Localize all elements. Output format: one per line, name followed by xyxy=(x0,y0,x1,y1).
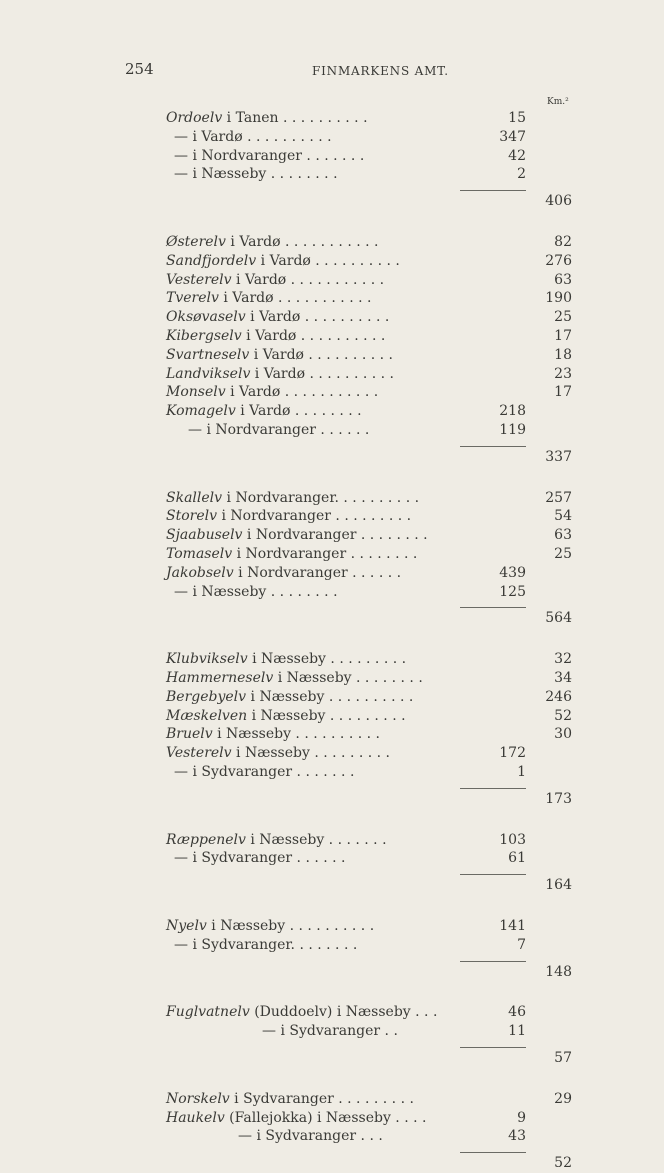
municipality-text: (Fallejokka) i Næsseby . . . . xyxy=(224,1109,427,1126)
table-row xyxy=(0,1126,664,1146)
river-name: Ordoelv xyxy=(166,110,223,126)
page-number: 254 xyxy=(125,60,154,78)
total-row xyxy=(0,962,664,982)
river-name: Østerelv xyxy=(166,234,226,250)
municipality-text: i Vardø . . . . . . . . . . xyxy=(188,128,332,145)
entry-label xyxy=(166,649,406,669)
municipality-text: i Nordvaranger . . . . . . . . . xyxy=(217,508,412,525)
area-value: 82 xyxy=(554,234,572,250)
river-name: Ræppenelv xyxy=(166,831,246,848)
continuation-dash: — xyxy=(238,1128,252,1145)
continuation-dash: — xyxy=(174,128,188,145)
municipality-text: i Vardø . . . . . . . . . . . xyxy=(225,384,379,401)
subtotal-value: 9 xyxy=(517,1109,526,1126)
entry-label xyxy=(166,544,417,564)
entry-label xyxy=(174,848,346,868)
area-value: 54 xyxy=(554,508,572,525)
river-name: Klubvikselv xyxy=(166,651,248,668)
total-row xyxy=(0,789,664,809)
river-name: Mæskelven xyxy=(166,707,248,724)
area-value: 63 xyxy=(554,271,572,288)
area-value: 30 xyxy=(554,726,572,743)
area-value: 17 xyxy=(554,328,572,344)
river-name: Fuglvatnelv xyxy=(166,1004,250,1021)
municipality-text: i Vardø . . . . . . . . . . . xyxy=(218,290,372,307)
table-row xyxy=(0,544,664,564)
table-row xyxy=(0,164,664,184)
group-total: 148 xyxy=(545,963,572,980)
municipality-text: i Næsseby . . . . . . . . . xyxy=(247,651,407,668)
municipality-text: i Vardø . . . . . . . . . . xyxy=(256,252,400,269)
municipality-text: i Vardø . . . . . . . . . . . xyxy=(225,234,379,250)
entry-label xyxy=(166,916,374,936)
entry-label xyxy=(174,127,332,147)
municipality-text: i Nordvaranger . . . . . . xyxy=(233,564,402,581)
river-name: Svartneselv xyxy=(166,346,250,363)
subtotal-value: 2 xyxy=(517,166,526,183)
municipality-text: i Vardø . . . . . . . . . . xyxy=(241,328,386,344)
subtotal-value: 103 xyxy=(499,831,526,848)
group-total: 52 xyxy=(554,1155,572,1172)
entry-label xyxy=(166,288,371,308)
entry-label xyxy=(174,582,338,602)
municipality-text: (Duddoelv) i Næsseby . . . xyxy=(249,1004,438,1021)
group-total: 564 xyxy=(545,610,572,627)
entry-label xyxy=(166,270,384,290)
area-value: 34 xyxy=(554,670,572,686)
entry-label xyxy=(166,743,390,763)
subtotal-value: 439 xyxy=(499,564,526,581)
table-row xyxy=(0,364,664,384)
river-name: Monselv xyxy=(166,384,226,401)
continuation-dash: — xyxy=(174,166,188,183)
subtotal-value: 15 xyxy=(508,110,526,126)
municipality-text: i Næsseby . . . . . . . xyxy=(245,831,387,848)
municipality-text: i Næsseby . . . . . . . . . . xyxy=(246,688,414,705)
river-name: Komagelv xyxy=(166,403,236,420)
area-value: 276 xyxy=(545,252,572,269)
subtotal-value: 11 xyxy=(508,1023,526,1040)
entry-label xyxy=(166,1002,437,1022)
table-row xyxy=(0,251,664,271)
table-row xyxy=(0,935,664,955)
group-total: 173 xyxy=(545,790,572,807)
table-row xyxy=(0,563,664,583)
river-name: Skallelv xyxy=(166,489,223,506)
continuation-dash: — xyxy=(174,850,188,867)
continuation-dash: — xyxy=(174,147,188,164)
continuation-dash: — xyxy=(188,422,202,438)
table-row xyxy=(0,916,664,936)
entry-label xyxy=(166,506,411,526)
table-row xyxy=(0,848,664,868)
municipality-text: i Vardø . . . . . . . . . . . xyxy=(231,271,385,288)
table-row xyxy=(0,743,664,763)
subtotal-value: 119 xyxy=(499,422,526,438)
municipality-text: i Sydvaranger . . . . . . . . . xyxy=(229,1090,414,1107)
table-row xyxy=(0,1108,664,1128)
table-row xyxy=(0,146,664,166)
area-value: 18 xyxy=(554,346,572,363)
municipality-text: i Næsseby . . . . . . . . xyxy=(188,166,338,183)
table-row xyxy=(0,706,664,726)
total-row xyxy=(0,191,664,211)
municipality-text: i Nordvaranger . . . . . . xyxy=(202,422,370,438)
table-row xyxy=(0,506,664,526)
subtotal-value: 43 xyxy=(508,1128,526,1145)
continuation-dash: — xyxy=(174,583,188,600)
river-name: Kibergselv xyxy=(166,328,242,344)
area-value: 23 xyxy=(554,365,572,382)
entry-label xyxy=(166,563,401,583)
municipality-text: i Sydvaranger . . xyxy=(276,1023,398,1040)
entry-label xyxy=(166,687,413,707)
continuation-dash: — xyxy=(174,936,188,953)
total-row xyxy=(0,875,664,895)
subtotal-value: 218 xyxy=(499,403,526,420)
municipality-text: i Vardø . . . . . . . . xyxy=(235,403,362,420)
entry-label xyxy=(262,1021,398,1041)
table-row xyxy=(0,108,664,128)
table-row xyxy=(0,232,664,252)
municipality-text: i Vardø . . . . . . . . . . xyxy=(245,309,390,326)
continuation-dash: — xyxy=(262,1023,276,1040)
river-name: Jakobselv xyxy=(166,564,234,581)
municipality-text: i Nordvaranger . . . . . . . . xyxy=(242,527,428,544)
municipality-text: i Næsseby . . . . . . . . . . xyxy=(212,726,380,743)
entry-label xyxy=(188,420,369,440)
table-row xyxy=(0,762,664,782)
table-row xyxy=(0,420,664,440)
river-name: Landvikselv xyxy=(166,365,251,382)
entry-label xyxy=(166,345,393,365)
area-value: 25 xyxy=(554,309,572,326)
area-value: 29 xyxy=(554,1090,572,1107)
table-row xyxy=(0,649,664,669)
river-name: Vesterelv xyxy=(166,271,232,288)
river-name: Sjaabuselv xyxy=(166,527,243,544)
table-row xyxy=(0,1002,664,1022)
entry-label xyxy=(166,1089,414,1109)
table-row xyxy=(0,488,664,508)
municipality-text: i Sydvaranger . . . . . . xyxy=(188,850,346,867)
subtotal-value: 1 xyxy=(517,764,526,780)
municipality-text: i Næsseby . . . . . . . . xyxy=(188,583,338,600)
municipality-text: i Næsseby . . . . . . . . . . xyxy=(206,918,375,934)
table-row xyxy=(0,668,664,688)
table-row xyxy=(0,401,664,421)
group-total: 337 xyxy=(545,448,572,465)
area-value: 32 xyxy=(554,651,572,668)
river-name: Vesterelv xyxy=(166,745,232,762)
table-row xyxy=(0,326,664,346)
total-row xyxy=(0,1153,664,1173)
entry-label xyxy=(166,307,389,327)
subtotal-value: 141 xyxy=(499,918,526,934)
group-total: 164 xyxy=(545,877,572,894)
river-name: Bruelv xyxy=(166,726,213,743)
entry-label xyxy=(238,1126,383,1146)
river-name: Sandfjordelv xyxy=(166,252,257,269)
group-total: 406 xyxy=(545,193,572,210)
table-row xyxy=(0,127,664,147)
table-row xyxy=(0,307,664,327)
area-value: 17 xyxy=(554,384,572,401)
river-name: Tverelv xyxy=(166,290,219,307)
area-value: 257 xyxy=(545,489,572,506)
river-name: Bergebyelv xyxy=(166,688,247,705)
entry-label xyxy=(166,108,368,128)
table-row xyxy=(0,345,664,365)
entry-label xyxy=(166,251,400,271)
table-row xyxy=(0,1021,664,1041)
entry-label xyxy=(166,326,385,346)
river-name: Tomaselv xyxy=(166,546,233,562)
entry-label xyxy=(174,935,357,955)
municipality-text: i Sydvaranger . . . xyxy=(252,1128,383,1145)
total-row xyxy=(0,447,664,467)
running-title: FINMARKENS AMT. xyxy=(312,64,449,78)
area-value: 63 xyxy=(554,527,572,544)
river-name: Hammerneselv xyxy=(166,670,274,686)
group-total: 57 xyxy=(554,1050,572,1066)
area-value: 246 xyxy=(545,688,572,705)
subtotal-value: 172 xyxy=(499,745,526,762)
river-name: Norskelv xyxy=(166,1090,230,1107)
municipality-text: i Vardø . . . . . . . . . . xyxy=(249,346,393,363)
subtotal-value: 7 xyxy=(517,936,526,953)
table-row xyxy=(0,582,664,602)
municipality-text: i Tanen . . . . . . . . . . xyxy=(222,110,368,126)
entry-label xyxy=(166,706,406,726)
entry-label xyxy=(174,164,338,184)
river-name: Oksøvaselv xyxy=(166,309,246,326)
table-row xyxy=(0,525,664,545)
municipality-text: i Nordvaranger . . . . . . . . xyxy=(232,546,418,562)
area-value: 190 xyxy=(545,290,572,307)
continuation-dash: — xyxy=(174,764,188,780)
table-row xyxy=(0,288,664,308)
area-value: 52 xyxy=(554,707,572,724)
entry-label xyxy=(166,488,419,508)
municipality-text: i Næsseby . . . . . . . . . xyxy=(231,745,390,762)
entry-label xyxy=(166,724,380,744)
subtotal-value: 42 xyxy=(508,147,526,164)
table-row xyxy=(0,724,664,744)
municipality-text: i Vardø . . . . . . . . . . xyxy=(250,365,394,382)
total-row xyxy=(0,608,664,628)
municipality-text: i Nordvaranger . . . . . . . xyxy=(188,147,365,164)
entry-label xyxy=(166,401,362,421)
river-name: Nyelv xyxy=(166,918,207,934)
subtotal-value: 347 xyxy=(499,128,526,145)
entry-label xyxy=(166,668,423,688)
table-row xyxy=(0,382,664,402)
unit-label: Km.² xyxy=(547,97,569,107)
table-row xyxy=(0,830,664,850)
entry-label xyxy=(166,1108,426,1128)
entry-label xyxy=(174,146,364,166)
table-row xyxy=(0,270,664,290)
entry-label xyxy=(166,830,387,850)
municipality-text: i Næsseby . . . . . . . . xyxy=(273,670,423,686)
subtotal-value: 61 xyxy=(508,850,526,867)
subtotal-value: 125 xyxy=(499,583,526,600)
entry-label xyxy=(166,364,394,384)
table-row xyxy=(0,687,664,707)
municipality-text: i Nordvaranger. . . . . . . . . . xyxy=(222,489,420,506)
entry-label xyxy=(166,525,428,545)
subtotal-value: 46 xyxy=(508,1004,526,1021)
total-row xyxy=(0,1048,664,1068)
municipality-text: i Sydvaranger . . . . . . . xyxy=(188,764,355,780)
municipality-text: i Sydvaranger. . . . . . . . xyxy=(188,936,358,953)
table-row xyxy=(0,1089,664,1109)
entry-label xyxy=(166,232,378,252)
municipality-text: i Næsseby . . . . . . . . . xyxy=(247,707,406,724)
entry-label xyxy=(174,762,354,782)
area-value: 25 xyxy=(554,546,572,562)
river-name: Storelv xyxy=(166,508,218,525)
entry-label xyxy=(166,382,378,402)
river-name: Haukelv xyxy=(166,1109,225,1126)
